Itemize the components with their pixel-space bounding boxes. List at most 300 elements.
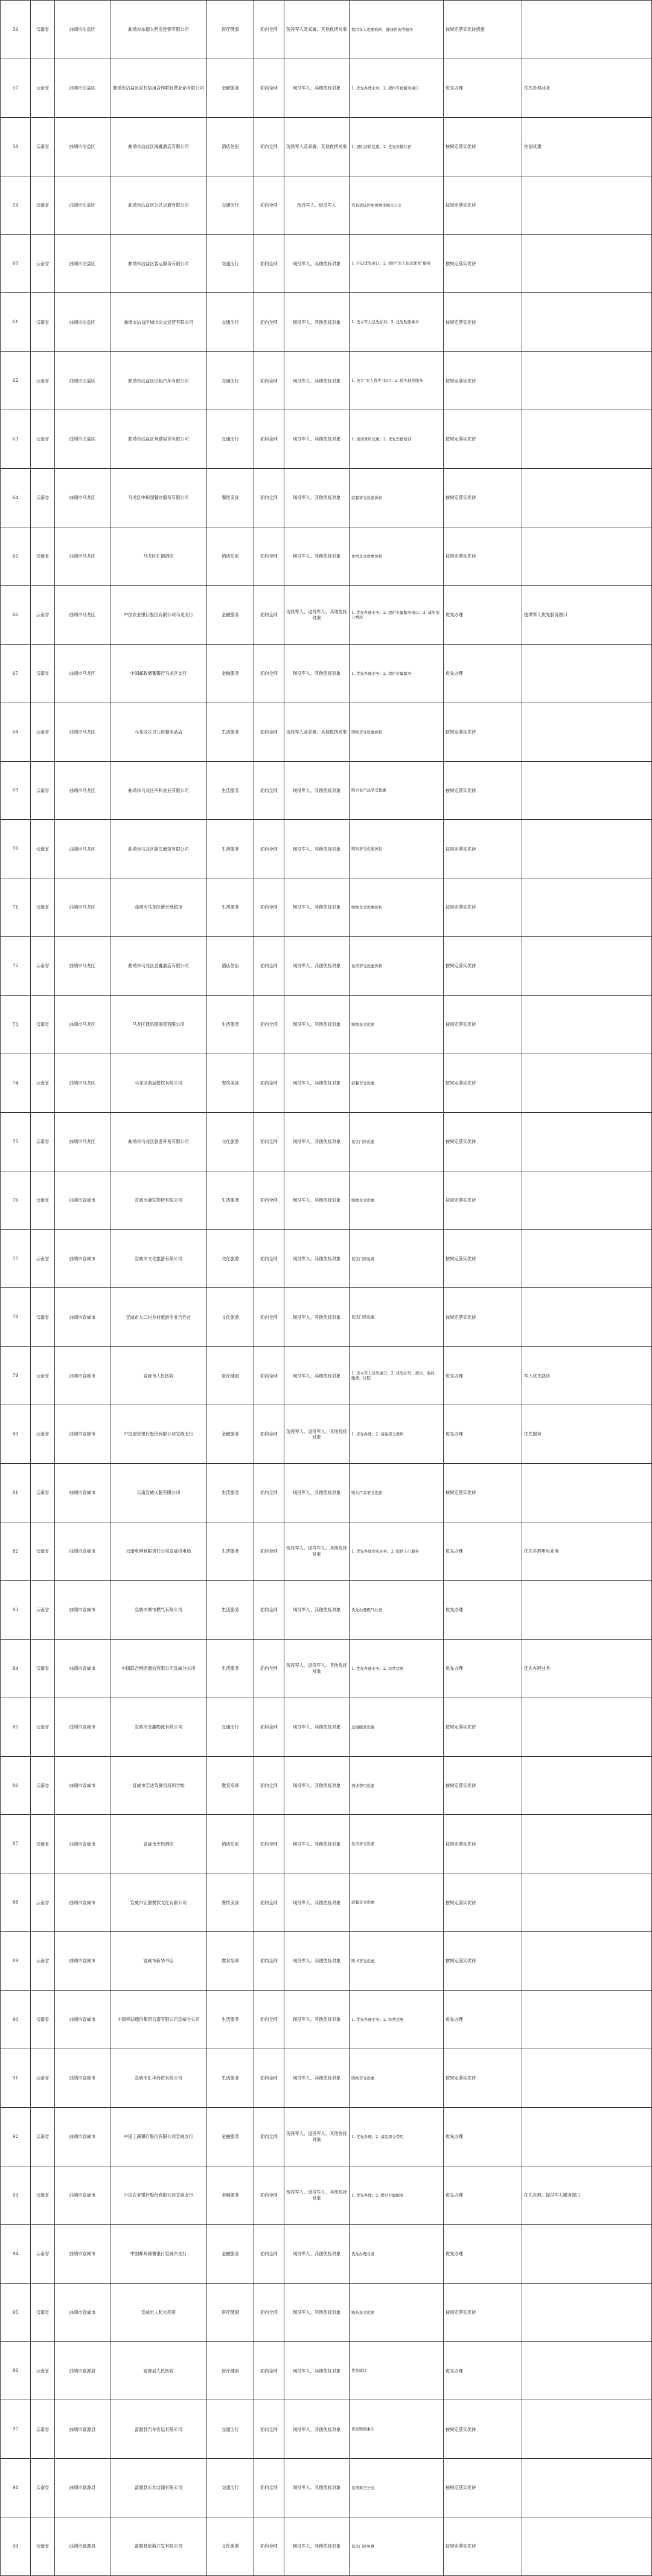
province-cell: 云南省 bbox=[31, 937, 55, 995]
target-group-cell: 现役军人、其他优抚对象 bbox=[284, 878, 350, 936]
city-cell: 曲靖市沾益区 bbox=[55, 1, 110, 59]
note-cell bbox=[522, 703, 652, 761]
index-cell: 86 bbox=[1, 1757, 31, 1815]
industry-cell: 生活服务 bbox=[207, 762, 254, 820]
industry-cell: 文化旅游 bbox=[207, 1113, 254, 1171]
province-cell: 云南省 bbox=[31, 1054, 55, 1112]
industry-cell: 金融服务 bbox=[207, 2166, 254, 2224]
index-cell: 66 bbox=[1, 586, 31, 644]
duty-cell: 按规定落实优待 bbox=[444, 1873, 522, 1931]
province-cell: 云南省 bbox=[31, 1698, 55, 1756]
province-cell: 云南省 bbox=[31, 410, 55, 468]
province-cell: 云南省 bbox=[31, 2342, 55, 2400]
organization-cell: 中国邮政储蓄银行马龙区支行 bbox=[110, 645, 207, 703]
table-row bbox=[0, 996, 652, 1054]
province-cell: 云南省 bbox=[31, 703, 55, 761]
note-cell bbox=[522, 527, 652, 585]
benefit-content-cell: 购买农产品享受优惠 bbox=[350, 762, 444, 820]
organization-cell: 云南电网有限责任公司宣威供电局 bbox=[110, 1522, 207, 1580]
scope-cell: 面向全网 bbox=[254, 1054, 284, 1112]
target-group-cell: 现役军人及家属、其他优抚对象 bbox=[284, 1, 350, 59]
organization-cell: 马龙区鸿运餐饮有限公司 bbox=[110, 1054, 207, 1112]
scope-cell: 面向全网 bbox=[254, 2166, 284, 2224]
duty-cell: 按规定落实优待 bbox=[444, 2517, 522, 2575]
province-cell: 云南省 bbox=[31, 235, 55, 293]
duty-cell: 优先办理 bbox=[444, 586, 522, 644]
city-cell: 曲靖市宣威市 bbox=[55, 1288, 110, 1346]
organization-cell: 中国移动通信集团云南有限公司宣威分公司 bbox=[110, 1991, 207, 2049]
table-row bbox=[0, 2400, 652, 2459]
table-row bbox=[0, 2284, 652, 2342]
duty-cell: 按规定落实优待 bbox=[444, 1171, 522, 1229]
target-group-cell: 现役军人、其他优抚对象 bbox=[284, 1873, 350, 1931]
province-cell: 云南省 bbox=[31, 1757, 55, 1815]
table-row bbox=[0, 527, 652, 586]
table-row bbox=[0, 176, 652, 235]
note-cell bbox=[522, 1171, 652, 1229]
benefit-content-cell: 1. 设立“军人优先”标识；2. 优先载客服务 bbox=[350, 352, 444, 410]
city-cell: 曲靖市马龙区 bbox=[55, 1113, 110, 1171]
benefit-content-cell: 购物享受优惠折扣 bbox=[350, 703, 444, 761]
target-group-cell: 现役军人、其他优抚对象 bbox=[284, 820, 350, 878]
scope-cell: 面向全网 bbox=[254, 2400, 284, 2458]
index-cell: 57 bbox=[1, 59, 31, 117]
duty-cell: 优先办理 bbox=[444, 2342, 522, 2400]
province-cell: 云南省 bbox=[31, 1347, 55, 1405]
index-cell: 68 bbox=[1, 703, 31, 761]
city-cell: 曲靖市宣威市 bbox=[55, 1698, 110, 1756]
industry-cell: 医疗健康 bbox=[207, 2342, 254, 2400]
target-group-cell: 现役军人、退役军人、其他优抚对象 bbox=[284, 1640, 350, 1698]
organization-cell: 宣威市浦发物资有限公司 bbox=[110, 1171, 207, 1229]
note-cell bbox=[522, 1991, 652, 2049]
index-cell: 83 bbox=[1, 1581, 31, 1639]
target-group-cell: 现役军人、其他优抚对象 bbox=[284, 469, 350, 527]
duty-cell: 优先办理 bbox=[444, 2225, 522, 2283]
city-cell: 曲靖市富源县 bbox=[55, 2517, 110, 2575]
city-cell: 曲靖市沾益区 bbox=[55, 118, 110, 176]
benefit-content-cell: 购买产品享受优惠 bbox=[350, 1464, 444, 1522]
duty-cell: 按规定落实优待 bbox=[444, 527, 522, 585]
organization-cell: 马龙区汇源酒店 bbox=[110, 527, 207, 585]
note-cell bbox=[522, 996, 652, 1054]
note-cell bbox=[522, 1757, 652, 1815]
note-cell bbox=[522, 2108, 652, 2166]
scope-cell: 面向全网 bbox=[254, 1, 284, 59]
industry-cell: 生活服务 bbox=[207, 878, 254, 936]
province-cell: 云南省 bbox=[31, 878, 55, 936]
organization-cell: 富源县公共交通有限公司 bbox=[110, 2459, 207, 2517]
province-cell: 云南省 bbox=[31, 2517, 55, 2575]
scope-cell: 面向全网 bbox=[254, 2108, 284, 2166]
duty-cell: 按规定落实优待 bbox=[444, 1113, 522, 1171]
table-row bbox=[0, 2517, 652, 2576]
city-cell: 曲靖市宣威市 bbox=[55, 2284, 110, 2342]
index-cell: 58 bbox=[1, 118, 31, 176]
table-row bbox=[0, 937, 652, 996]
note-cell bbox=[522, 469, 652, 527]
benefit-content-cell: 1. 培训费用优惠；2. 优先安排培训 bbox=[350, 410, 444, 468]
benefit-content-cell: 培训费用优惠 bbox=[350, 1757, 444, 1815]
note-cell bbox=[522, 878, 652, 936]
industry-cell: 生活服务 bbox=[207, 1991, 254, 2049]
industry-cell: 交通出行 bbox=[207, 235, 254, 293]
table-row bbox=[0, 118, 652, 176]
target-group-cell: 现役军人、其他优抚对象 bbox=[284, 235, 350, 293]
organization-cell: 宣威市新华书店 bbox=[110, 1932, 207, 1990]
table-row bbox=[0, 2225, 652, 2284]
province-cell: 云南省 bbox=[31, 1, 55, 59]
city-cell: 曲靖市宣威市 bbox=[55, 1815, 110, 1873]
province-cell: 云南省 bbox=[31, 1873, 55, 1931]
city-cell: 曲靖市宣威市 bbox=[55, 1171, 110, 1229]
table-row bbox=[0, 1113, 652, 1171]
organization-cell: 富源县人民医院 bbox=[110, 2342, 207, 2400]
index-cell: 79 bbox=[1, 1347, 31, 1405]
city-cell: 曲靖市马龙区 bbox=[55, 996, 110, 1054]
province-cell: 云南省 bbox=[31, 2225, 55, 2283]
index-cell: 59 bbox=[1, 176, 31, 234]
target-group-cell: 现役军人、其他优抚对象 bbox=[284, 762, 350, 820]
scope-cell: 面向全网 bbox=[254, 937, 284, 995]
industry-cell: 酒店住宿 bbox=[207, 527, 254, 585]
organization-cell: 中国农业银行股份有限公司马龙支行 bbox=[110, 586, 207, 644]
organization-cell: 曲靖市马龙区平和农业有限公司 bbox=[110, 762, 207, 820]
scope-cell: 面向全网 bbox=[254, 527, 284, 585]
table-row bbox=[0, 410, 652, 469]
organization-cell: 云南宣威火腿有限公司 bbox=[110, 1464, 207, 1522]
province-cell: 云南省 bbox=[31, 2400, 55, 2458]
note-cell bbox=[522, 937, 652, 995]
scope-cell: 面向全网 bbox=[254, 1640, 284, 1698]
benefit-content-cell: 1. 优先办理业务；2. 资费优惠 bbox=[350, 1991, 444, 2049]
target-group-cell: 现役军人、其他优抚对象 bbox=[284, 2517, 350, 2575]
organization-cell: 宣威市人民医院 bbox=[110, 1347, 207, 1405]
province-cell: 云南省 bbox=[31, 293, 55, 351]
table-row bbox=[0, 645, 652, 703]
index-cell: 92 bbox=[1, 2108, 31, 2166]
industry-cell: 酒店住宿 bbox=[207, 1815, 254, 1873]
city-cell: 曲靖市马龙区 bbox=[55, 703, 110, 761]
index-cell: 97 bbox=[1, 2400, 31, 2458]
organization-cell: 宣威市城市燃气有限公司 bbox=[110, 1581, 207, 1639]
city-cell: 曲靖市宣威市 bbox=[55, 2049, 110, 2107]
industry-cell: 餐饮美食 bbox=[207, 1873, 254, 1931]
index-cell: 75 bbox=[1, 1113, 31, 1171]
benefit-content-cell: 1. 提供房价优惠；2. 优先安排住宿 bbox=[350, 118, 444, 176]
benefit-content-cell: 住宿享受优惠 bbox=[350, 1815, 444, 1873]
industry-cell: 医疗健康 bbox=[207, 2284, 254, 2342]
province-cell: 云南省 bbox=[31, 1522, 55, 1580]
city-cell: 曲靖市宣威市 bbox=[55, 2225, 110, 2283]
city-cell: 曲靖市沾益区 bbox=[55, 59, 110, 117]
index-cell: 89 bbox=[1, 1932, 31, 1990]
scope-cell: 面向全网 bbox=[254, 1991, 284, 2049]
table-row bbox=[0, 235, 652, 294]
duty-cell: 按规定落实优待措施 bbox=[444, 1, 522, 59]
organization-cell: 中国农业银行股份有限公司宣威支行 bbox=[110, 2166, 207, 2224]
index-cell: 91 bbox=[1, 2049, 31, 2107]
city-cell: 曲靖市富源县 bbox=[55, 2400, 110, 2458]
province-cell: 云南省 bbox=[31, 645, 55, 703]
duty-cell: 按规定落实优待 bbox=[444, 2400, 522, 2458]
benefit-content-cell: 景区门票免费 bbox=[350, 1230, 444, 1288]
index-cell: 84 bbox=[1, 1640, 31, 1698]
index-cell: 56 bbox=[1, 1, 31, 59]
scope-cell: 面向全网 bbox=[254, 2517, 284, 2575]
city-cell: 曲靖市宣威市 bbox=[55, 1522, 110, 1580]
note-cell: 优先服务 bbox=[522, 1405, 652, 1463]
duty-cell: 按规定落实优待 bbox=[444, 352, 522, 410]
scope-cell: 面向全网 bbox=[254, 878, 284, 936]
note-cell: 优先办理用电业务 bbox=[522, 1522, 652, 1580]
target-group-cell: 现役军人、退役军人、其他优抚对象 bbox=[284, 1522, 350, 1580]
city-cell: 曲靖市富源县 bbox=[55, 2459, 110, 2517]
scope-cell: 面向全网 bbox=[254, 176, 284, 234]
note-cell bbox=[522, 293, 652, 351]
table-row bbox=[0, 1464, 652, 1522]
scope-cell: 面向全网 bbox=[254, 1815, 284, 1873]
duty-cell: 按规定落实优待 bbox=[444, 410, 522, 468]
city-cell: 曲靖市宣威市 bbox=[55, 1581, 110, 1639]
industry-cell: 交通出行 bbox=[207, 1698, 254, 1756]
index-cell: 74 bbox=[1, 1054, 31, 1112]
target-group-cell: 现役军人、退役军人、其他优抚对象 bbox=[284, 586, 350, 644]
index-cell: 77 bbox=[1, 1230, 31, 1288]
organization-cell: 曲靖市沾益区城市公交运营有限公司 bbox=[110, 293, 207, 351]
target-group-cell: 现役军人、其他优抚对象 bbox=[284, 1347, 350, 1405]
table-row bbox=[0, 1288, 652, 1347]
scope-cell: 面向全网 bbox=[254, 1698, 284, 1756]
industry-cell: 交通出行 bbox=[207, 352, 254, 410]
table-row bbox=[0, 586, 652, 645]
note-cell bbox=[522, 2400, 652, 2458]
industry-cell: 生活服务 bbox=[207, 1640, 254, 1698]
table-row bbox=[0, 1815, 652, 1873]
city-cell: 曲靖市马龙区 bbox=[55, 586, 110, 644]
benefit-content-cell: 1. 优先办理；2. 减免部分费用 bbox=[350, 1405, 444, 1463]
benefit-content-cell: 凭有效证件免费乘坐城市公交 bbox=[350, 176, 444, 234]
duty-cell: 按规定落实优待 bbox=[444, 1757, 522, 1815]
scope-cell: 面向全网 bbox=[254, 2284, 284, 2342]
city-cell: 曲靖市马龙区 bbox=[55, 527, 110, 585]
organization-cell: 曲靖市沾益区驾驶培训有限公司 bbox=[110, 410, 207, 468]
duty-cell: 优先办理 bbox=[444, 1522, 522, 1580]
table-row bbox=[0, 1932, 652, 1991]
table-row bbox=[0, 293, 652, 352]
note-cell bbox=[522, 1873, 652, 1931]
province-cell: 云南省 bbox=[31, 1640, 55, 1698]
industry-cell: 交通出行 bbox=[207, 293, 254, 351]
city-cell: 曲靖市马龙区 bbox=[55, 762, 110, 820]
duty-cell: 按规定落实优待 bbox=[444, 2049, 522, 2107]
province-cell: 云南省 bbox=[31, 1581, 55, 1639]
duty-cell: 优先办理 bbox=[444, 645, 522, 703]
target-group-cell: 现役军人、其他优抚对象 bbox=[284, 2225, 350, 2283]
index-cell: 70 bbox=[1, 820, 31, 878]
table-row bbox=[0, 1522, 652, 1581]
province-cell: 云南省 bbox=[31, 176, 55, 234]
organization-cell: 曲靖市沾益区海鑫酒店有限公司 bbox=[110, 118, 207, 176]
scope-cell: 面向全网 bbox=[254, 293, 284, 351]
industry-cell: 酒店住宿 bbox=[207, 118, 254, 176]
note-cell bbox=[522, 1464, 652, 1522]
target-group-cell: 现役军人、其他优抚对象 bbox=[284, 1054, 350, 1112]
index-cell: 67 bbox=[1, 645, 31, 703]
scope-cell: 面向全网 bbox=[254, 703, 284, 761]
province-cell: 云南省 bbox=[31, 352, 55, 410]
note-cell bbox=[522, 2459, 652, 2517]
organization-cell: 富源县汽车客运有限公司 bbox=[110, 2400, 207, 2458]
province-cell: 云南省 bbox=[31, 1113, 55, 1171]
target-group-cell: 现役军人、其他优抚对象 bbox=[284, 1464, 350, 1522]
target-group-cell: 现役军人、退役军人、其他优抚对象 bbox=[284, 2108, 350, 2166]
note-cell: 军人优先就诊 bbox=[522, 1347, 652, 1405]
note-cell bbox=[522, 1815, 652, 1873]
target-group-cell: 现役军人、其他优抚对象 bbox=[284, 645, 350, 703]
province-cell: 云南省 bbox=[31, 996, 55, 1054]
table-row bbox=[0, 878, 652, 937]
note-cell bbox=[522, 1113, 652, 1171]
note-cell bbox=[522, 176, 652, 234]
benefit-content-cell: 就餐享受优惠折扣 bbox=[350, 469, 444, 527]
note-cell bbox=[522, 410, 652, 468]
scope-cell: 面向全网 bbox=[254, 996, 284, 1054]
duty-cell: 按规定落实优待 bbox=[444, 1698, 522, 1756]
index-cell: 63 bbox=[1, 410, 31, 468]
city-cell: 曲靖市宣威市 bbox=[55, 1464, 110, 1522]
organization-cell: 曲靖市沾益区客运服务有限公司 bbox=[110, 235, 207, 293]
benefit-content-cell: 就餐享受优惠 bbox=[350, 1873, 444, 1931]
target-group-cell: 现役军人、其他优抚对象 bbox=[284, 1113, 350, 1171]
benefit-content-cell: 景区门票优惠 bbox=[350, 1113, 444, 1171]
target-group-cell: 现役军人、其他优抚对象 bbox=[284, 1230, 350, 1288]
province-cell: 云南省 bbox=[31, 1991, 55, 2049]
target-group-cell: 现役军人、退役军人、其他优抚对象 bbox=[284, 2166, 350, 2224]
industry-cell: 金融服务 bbox=[207, 59, 254, 117]
organization-cell: 曲靖市马龙区新天地超市 bbox=[110, 878, 207, 936]
city-cell: 曲靖市宣威市 bbox=[55, 2166, 110, 2224]
organization-cell: 宣威市宏源餐饮文化有限公司 bbox=[110, 1873, 207, 1931]
scope-cell: 面向全网 bbox=[254, 1464, 284, 1522]
organization-cell: 宣威市汇丰商贸有限公司 bbox=[110, 2049, 207, 2107]
scope-cell: 面向全网 bbox=[254, 469, 284, 527]
industry-cell: 生活服务 bbox=[207, 1581, 254, 1639]
city-cell: 曲靖市宣威市 bbox=[55, 1640, 110, 1698]
index-cell: 62 bbox=[1, 352, 31, 410]
target-group-cell: 现役军人、其他优抚对象 bbox=[284, 2342, 350, 2400]
note-cell bbox=[522, 2342, 652, 2400]
organization-cell: 宣威市文化旅游有限公司 bbox=[110, 1230, 207, 1288]
province-cell: 云南省 bbox=[31, 1464, 55, 1522]
scope-cell: 面向全网 bbox=[254, 1581, 284, 1639]
index-cell: 98 bbox=[1, 2459, 31, 2517]
organization-cell: 马龙区通泉镇商贸有限公司 bbox=[110, 996, 207, 1054]
duty-cell: 按规定落实优待 bbox=[444, 1815, 522, 1873]
note-cell bbox=[522, 1288, 652, 1346]
benefit-content-cell: 购物享受优惠 bbox=[350, 1171, 444, 1229]
province-cell: 云南省 bbox=[31, 820, 55, 878]
scope-cell: 面向全网 bbox=[254, 1405, 284, 1463]
target-group-cell: 现役军人、其他优抚对象 bbox=[284, 1288, 350, 1346]
duty-cell: 按规定落实优待 bbox=[444, 118, 522, 176]
organization-cell: 中国工商银行股份有限公司宣威支行 bbox=[110, 2108, 207, 2166]
index-cell: 61 bbox=[1, 293, 31, 351]
city-cell: 曲靖市沾益区 bbox=[55, 176, 110, 234]
city-cell: 曲靖市宣威市 bbox=[55, 1405, 110, 1463]
table-row bbox=[0, 1230, 652, 1289]
province-cell: 云南省 bbox=[31, 469, 55, 527]
benefit-content-cell: 购药享受优惠 bbox=[350, 2284, 444, 2342]
duty-cell: 按规定落实优待 bbox=[444, 2459, 522, 2517]
industry-cell: 生活服务 bbox=[207, 703, 254, 761]
benefit-content-cell: 购物享受优惠 bbox=[350, 996, 444, 1054]
city-cell: 曲靖市宣威市 bbox=[55, 1991, 110, 2049]
benefit-content-cell: 优先办理燃气业务 bbox=[350, 1581, 444, 1639]
note-cell bbox=[522, 2225, 652, 2283]
duty-cell: 按规定落实优待 bbox=[444, 2284, 522, 2342]
duty-cell: 按规定落实优待 bbox=[444, 176, 522, 234]
index-cell: 96 bbox=[1, 2342, 31, 2400]
organization-cell: 宣威市金鑫物流有限公司 bbox=[110, 1698, 207, 1756]
duty-cell: 按规定落实优待 bbox=[444, 703, 522, 761]
industry-cell: 文化旅游 bbox=[207, 1288, 254, 1346]
index-cell: 73 bbox=[1, 996, 31, 1054]
scope-cell: 面向全网 bbox=[254, 1873, 284, 1931]
table-row bbox=[0, 820, 652, 878]
benefit-content-cell: 1. 优先办理业务；2. 资费优惠 bbox=[350, 1640, 444, 1698]
organization-cell: 曲靖市沾益区出租汽车有限公司 bbox=[110, 352, 207, 410]
target-group-cell: 现役军人、其他优抚对象 bbox=[284, 937, 350, 995]
benefit-content-cell: 1. 优先办理业务；2. 提供专属服务窗口；3. 减免部分费用 bbox=[350, 586, 444, 644]
industry-cell: 金融服务 bbox=[207, 645, 254, 703]
duty-cell: 按规定落实优待 bbox=[444, 878, 522, 936]
benefit-content-cell: 1. 优先办理业务；2. 提供专属服务 bbox=[350, 645, 444, 703]
organization-cell: 曲靖市马龙区惠民商贸有限公司 bbox=[110, 820, 207, 878]
organization-cell: 马龙区中和园餐饮服务有限公司 bbox=[110, 469, 207, 527]
scope-cell: 面向全网 bbox=[254, 2459, 284, 2517]
city-cell: 曲靖市宣威市 bbox=[55, 1873, 110, 1931]
organization-cell: 曲靖市马龙区金鑫酒店有限公司 bbox=[110, 937, 207, 995]
organization-cell: 曲靖市东德大药房连锁有限公司 bbox=[110, 1, 207, 59]
city-cell: 曲靖市马龙区 bbox=[55, 1054, 110, 1112]
industry-cell: 生活服务 bbox=[207, 2049, 254, 2107]
scope-cell: 面向全网 bbox=[254, 235, 284, 293]
industry-cell: 生活服务 bbox=[207, 1171, 254, 1229]
index-cell: 76 bbox=[1, 1171, 31, 1229]
province-cell: 云南省 bbox=[31, 527, 55, 585]
table-row bbox=[0, 1347, 652, 1405]
index-cell: 60 bbox=[1, 235, 31, 293]
industry-cell: 交通出行 bbox=[207, 2459, 254, 2517]
benefit-content-cell: 优先购票乘车 bbox=[350, 2400, 444, 2458]
table-row bbox=[0, 1405, 652, 1464]
target-group-cell: 现役军人、其他优抚对象 bbox=[284, 1171, 350, 1229]
target-group-cell: 现役军人、其他优抚对象 bbox=[284, 1991, 350, 2049]
index-cell: 85 bbox=[1, 1698, 31, 1756]
table-row bbox=[0, 1698, 652, 1757]
target-group-cell: 现役军人、其他优抚对象 bbox=[284, 1698, 350, 1756]
index-cell: 93 bbox=[1, 2166, 31, 2224]
province-cell: 云南省 bbox=[31, 1815, 55, 1873]
industry-cell: 金融服务 bbox=[207, 2225, 254, 2283]
note-cell: 提供军人优先服务窗口 bbox=[522, 586, 652, 644]
organization-cell: 曲靖市沾益区农村信用合作联社营业部有限公司 bbox=[110, 59, 207, 117]
target-group-cell: 现役军人、其他优抚对象 bbox=[284, 410, 350, 468]
table-row bbox=[0, 2049, 652, 2108]
industry-cell: 金融服务 bbox=[207, 1405, 254, 1463]
benefit-content-cell: 1. 优先办理；2. 提供专属服务 bbox=[350, 2166, 444, 2224]
